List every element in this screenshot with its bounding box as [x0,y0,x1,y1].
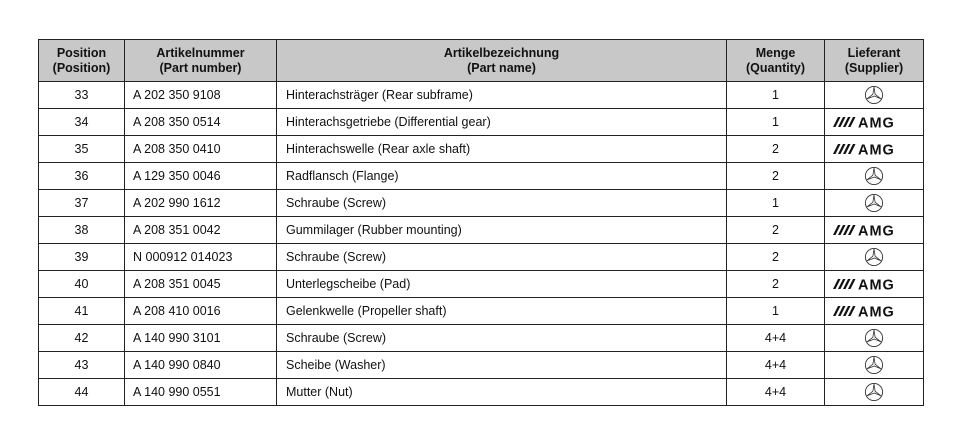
part-number-cell: A 208 351 0042 [125,217,277,244]
table-row [39,109,924,136]
part-number-cell: A 140 990 3101 [125,325,277,352]
table-header-row [39,40,924,82]
position-cell: 37 [39,190,125,217]
position-cell: 35 [39,136,125,163]
quantity-cell: 4+4 [727,379,825,406]
svg-text:AMG: AMG [858,142,895,157]
amg-logo [831,304,917,318]
supplier-cell [825,217,924,244]
quantity-cell: 1 [727,109,825,136]
quantity-cell: 2 [727,163,825,190]
supplier-cell [825,379,924,406]
quantity-cell: 4+4 [727,325,825,352]
parts-table [38,39,924,406]
quantity-cell: 1 [727,190,825,217]
part-number-cell: A 140 990 0551 [125,379,277,406]
part-number-cell: A 208 410 0016 [125,298,277,325]
part-number-cell: A 202 350 9108 [125,82,277,109]
quantity-cell: 2 [727,271,825,298]
position-cell: 36 [39,163,125,190]
svg-text:AMG: AMG [858,277,895,292]
position-cell: 43 [39,352,125,379]
table-row [39,325,924,352]
table-row [39,244,924,271]
supplier-cell [825,244,924,271]
part-name-cell: Hinterachsgetriebe (Differential gear) [277,109,727,136]
supplier-cell [825,271,924,298]
supplier-cell [825,352,924,379]
quantity-cell: 2 [727,217,825,244]
supplier-cell [825,136,924,163]
table-row [39,82,924,109]
quantity-cell: 2 [727,244,825,271]
part-name-cell: Mutter (Nut) [277,379,727,406]
part-number-cell: A 202 990 1612 [125,190,277,217]
part-name-cell: Gummilager (Rubber mounting) [277,217,727,244]
table-row [39,163,924,190]
part-name-cell: Hinterachsträger (Rear subframe) [277,82,727,109]
part-name-cell: Schraube (Screw) [277,325,727,352]
position-cell: 40 [39,271,125,298]
amg-logo [831,277,917,291]
supplier-cell [825,325,924,352]
part-number-cell: A 208 351 0045 [125,271,277,298]
quantity-cell: 1 [727,298,825,325]
amg-logo [831,115,917,129]
part-number-cell: N 000912 014023 [125,244,277,271]
supplier-cell [825,163,924,190]
position-cell: 44 [39,379,125,406]
part-name-cell: Scheibe (Washer) [277,352,727,379]
quantity-cell: 4+4 [727,352,825,379]
table-row [39,352,924,379]
table-row [39,298,924,325]
mercedes-star-icon [864,168,884,182]
mercedes-star-icon [864,87,884,101]
supplier-cell [825,109,924,136]
header-supplier: Lieferant (Supplier) [825,40,924,82]
svg-text:AMG: AMG [858,223,895,238]
part-number-cell: A 208 350 0410 [125,136,277,163]
svg-text:AMG: AMG [858,304,895,319]
supplier-cell [825,82,924,109]
supplier-cell [825,298,924,325]
table-row [39,379,924,406]
part-number-cell: A 208 350 0514 [125,109,277,136]
part-number-cell: A 140 990 0840 [125,352,277,379]
amg-logo [831,142,917,156]
position-cell: 42 [39,325,125,352]
amg-logo [831,223,917,237]
part-name-cell: Unterlegscheibe (Pad) [277,271,727,298]
table-row [39,190,924,217]
part-name-cell: Gelenkwelle (Propeller shaft) [277,298,727,325]
mercedes-star-icon [864,384,884,398]
header-quantity: Menge (Quantity) [727,40,825,82]
position-cell: 41 [39,298,125,325]
header-part-number: Artikelnummer (Part number) [125,40,277,82]
quantity-cell: 1 [727,82,825,109]
part-name-cell: Schraube (Screw) [277,190,727,217]
part-number-cell: A 129 350 0046 [125,163,277,190]
supplier-cell [825,190,924,217]
position-cell: 34 [39,109,125,136]
mercedes-star-icon [864,330,884,344]
table-row [39,217,924,244]
mercedes-star-icon [864,249,884,263]
table-row [39,271,924,298]
table-row [39,136,924,163]
part-name-cell: Radflansch (Flange) [277,163,727,190]
mercedes-star-icon [864,357,884,371]
position-cell: 39 [39,244,125,271]
part-name-cell: Hinterachswelle (Rear axle shaft) [277,136,727,163]
header-part-name: Artikelbezeichnung (Part name) [277,40,727,82]
svg-text:AMG: AMG [858,115,895,130]
header-position: Position (Position) [39,40,125,82]
part-name-cell: Schraube (Screw) [277,244,727,271]
mercedes-star-icon [864,195,884,209]
position-cell: 38 [39,217,125,244]
quantity-cell: 2 [727,136,825,163]
position-cell: 33 [39,82,125,109]
